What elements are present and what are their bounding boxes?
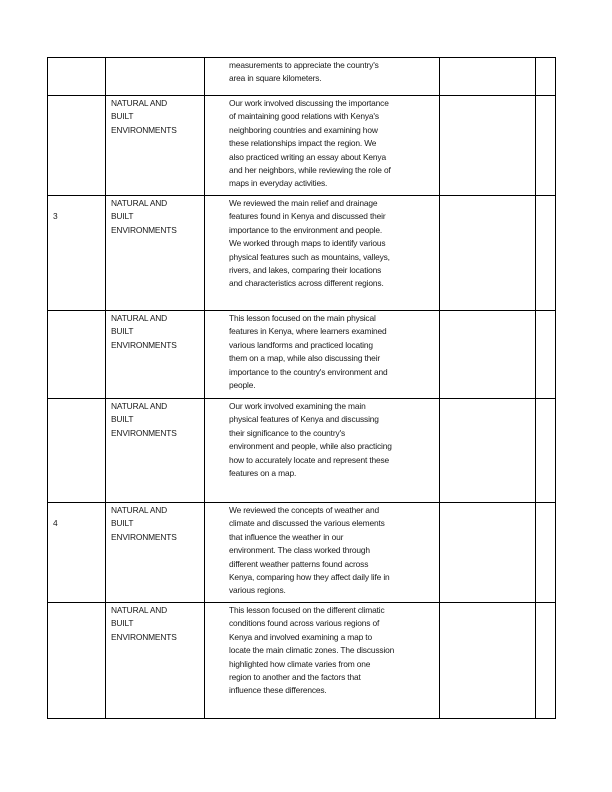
week-cell: 4 [48, 503, 106, 603]
strand-cell: NATURAL AND BUILT ENVIRONMENTS [106, 196, 205, 311]
remarks-cell [440, 603, 536, 719]
signature-cell [536, 399, 556, 503]
table-row [48, 399, 556, 503]
description-cell: Our work involved discussing the importance of maintaining good relations with Kenya's neighboring countries and examining how these relationships impact the region. We also practiced writing an essay about Kenya and her neighbors, while reviewing the role of maps in everyday activities. [205, 96, 440, 196]
description-cell: This lesson focused on the main physical features in Kenya, where learners examined various landforms and practiced locating them on a map, while also discussing their importance to the country's environment and people. [205, 311, 440, 399]
strand-cell: NATURAL AND BUILT ENVIRONMENTS [106, 96, 205, 196]
table-row [48, 96, 556, 196]
remarks-cell [440, 503, 536, 603]
description-cell: We reviewed the concepts of weather and climate and discussed the various elements that influence the weather in our environment. The class worked through different weather patterns found across Kenya, comparing how they affect daily life in various regions. [205, 503, 440, 603]
strand-cell [106, 58, 205, 96]
strand-cell: NATURAL AND BUILT ENVIRONMENTS [106, 311, 205, 399]
table-row [48, 503, 556, 603]
table-row [48, 603, 556, 719]
table-row [48, 311, 556, 399]
remarks-cell [440, 196, 536, 311]
signature-cell [536, 503, 556, 603]
week-cell [48, 603, 106, 719]
description-cell: measurements to appreciate the country's area in square kilometers. [205, 58, 440, 96]
description-cell: This lesson focused on the different climatic conditions found across various regions of Kenya and involved examining a map to locate the main climatic zones. The discussion highlighted how climate varies from one region to another and the factors that influence these differences. [205, 603, 440, 719]
strand-cell: NATURAL AND BUILT ENVIRONMENTS [106, 603, 205, 719]
week-cell [48, 399, 106, 503]
week-cell: 3 [48, 196, 106, 311]
strand-cell: NATURAL AND BUILT ENVIRONMENTS [106, 503, 205, 603]
week-cell [48, 58, 106, 96]
signature-cell [536, 96, 556, 196]
remarks-cell [440, 399, 536, 503]
table-row [48, 58, 556, 96]
signature-cell [536, 196, 556, 311]
remarks-cell [440, 58, 536, 96]
remarks-cell [440, 311, 536, 399]
week-cell [48, 311, 106, 399]
lesson-record-table [47, 57, 556, 719]
signature-cell [536, 311, 556, 399]
signature-cell [536, 603, 556, 719]
description-cell: Our work involved examining the main physical features of Kenya and discussing their significance to the country's environment and people, while also practicing how to accurately locate and represent these features on a map. [205, 399, 440, 503]
signature-cell [536, 58, 556, 96]
description-cell: We reviewed the main relief and drainage features found in Kenya and discussed their importance to the environment and people. We worked through maps to identify various physical features such as mountains, valleys, rivers, and lakes, comparing their locations and characteristics across different regions. [205, 196, 440, 311]
week-cell [48, 96, 106, 196]
strand-cell: NATURAL AND BUILT ENVIRONMENTS [106, 399, 205, 503]
table-row [48, 196, 556, 311]
remarks-cell [440, 96, 536, 196]
